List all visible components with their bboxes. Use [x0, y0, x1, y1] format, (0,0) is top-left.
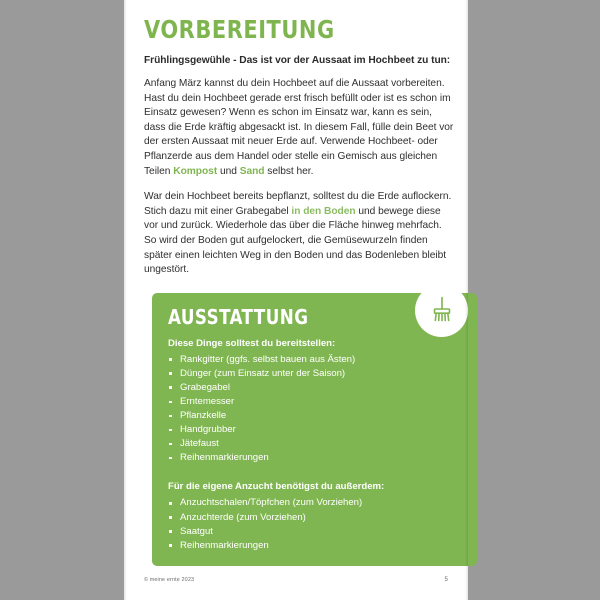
- list-item-label: Pflanzkelle: [180, 410, 227, 422]
- paragraph-1-text-b: selbst her.: [264, 165, 314, 177]
- list-item: [168, 525, 461, 539]
- list-item: [168, 511, 461, 525]
- list-item: [168, 423, 461, 437]
- equipment-list-primary: [168, 353, 461, 466]
- paragraph-1-text-a: Anfang März kannst du dein Hochbeet auf die Aussaat vorbereiten. Hast du dein Hochbeet gerade erst frisch befüllt oder ist es schon im Einsatz gewesen? Wenn es schon im Einsatz war, kann es sein, dass die Erde kräftig abgesackt ist. In diesem Fall, fülle dein Beet vor der ersten Aussaat mit neuer Erde auf. Verwende Hochbeet- oder Pflanzerde aus dem Handel oder stelle ein Gemisch aus gleichen Teilen: [144, 78, 454, 177]
- list-item: [168, 381, 461, 395]
- list-item-label: Rankgitter (ggfs. selbst bauen aus Ästen): [180, 353, 356, 365]
- copyright-notice: © meine ernte 2023: [144, 577, 195, 583]
- list-item-label: Dünger (zum Einsatz unter der Saison): [180, 367, 346, 379]
- equipment-box-title: AUSSTATTUNG: [168, 304, 309, 329]
- paragraph-1-conjunction: und: [217, 165, 240, 177]
- bullet-icon: [169, 415, 172, 418]
- list-item-label: Erntemesser: [180, 396, 235, 407]
- list-item: [168, 353, 461, 367]
- list-item-label: Jätefaust: [180, 438, 219, 450]
- list-item-label: Anzuchtschalen/Töpfchen (zum Vorziehen): [180, 497, 363, 509]
- equipment-subheading-1: Diese Dinge solltest du bereitstellen:: [168, 337, 336, 349]
- bullet-icon: [169, 502, 172, 505]
- paragraph-2-text-a: War dein Hochbeet bereits bepflanzt, solltest du die Erde auflockern. Stich dazu mit einer Grabegabel: [144, 191, 452, 217]
- bullet-icon: [169, 457, 172, 460]
- list-item-label: Reihenmarkierungen: [180, 452, 269, 464]
- highlight-sand: Sand: [239, 165, 265, 177]
- list-item-label: Reihenmarkierungen: [180, 539, 269, 551]
- list-item-label: Saatgut: [180, 525, 213, 537]
- list-item: [168, 437, 461, 451]
- bullet-icon: [169, 401, 172, 404]
- list-item: [168, 409, 461, 423]
- highlight-kompost: Kompost: [173, 165, 218, 177]
- body-paragraph-2: [144, 190, 454, 278]
- bullet-icon: [169, 530, 172, 533]
- page-title: VORBEREITUNG: [144, 15, 335, 44]
- bullet-icon: [169, 429, 172, 432]
- document-page: [124, 0, 468, 600]
- list-item-label: Handgrubber: [180, 424, 236, 436]
- intro-subtitle: Frühlingsgewühle - Das ist vor der Aussaat im Hochbeet zu tun:: [144, 55, 451, 66]
- page-footer: [144, 577, 448, 583]
- bullet-icon: [169, 544, 172, 547]
- bullet-icon: [169, 358, 172, 361]
- highlight-in-den-boden: in den Boden: [291, 205, 356, 217]
- bullet-icon: [169, 372, 172, 375]
- page-number: 5: [444, 577, 448, 583]
- bullet-icon: [169, 516, 172, 519]
- equipment-callout-box: [152, 293, 477, 566]
- body-paragraph-1: [144, 77, 454, 179]
- list-item: [168, 451, 461, 465]
- equipment-list-secondary: [168, 496, 461, 552]
- list-item: [168, 496, 461, 510]
- equipment-subheading-2: Für die eigene Anzucht benötigst du außerdem:: [168, 481, 385, 493]
- list-item: [168, 539, 461, 553]
- bullet-icon: [169, 386, 172, 389]
- list-item: [168, 367, 461, 381]
- list-item-label: Grabegabel: [180, 381, 230, 393]
- bullet-icon: [169, 443, 172, 446]
- list-item: [168, 395, 461, 409]
- list-item-label: Anzuchterde (zum Vorziehen): [180, 511, 306, 523]
- paragraph-2-text-b: und bewege diese vor und zurück. Wiederhole das über die Fläche hinweg mehrfach. So wird der Boden gut aufgelockert, die Gemüsewurzeln finden später einen leichten Weg in den Boden und das Bodenleben bleibt ungestört.: [144, 205, 447, 276]
